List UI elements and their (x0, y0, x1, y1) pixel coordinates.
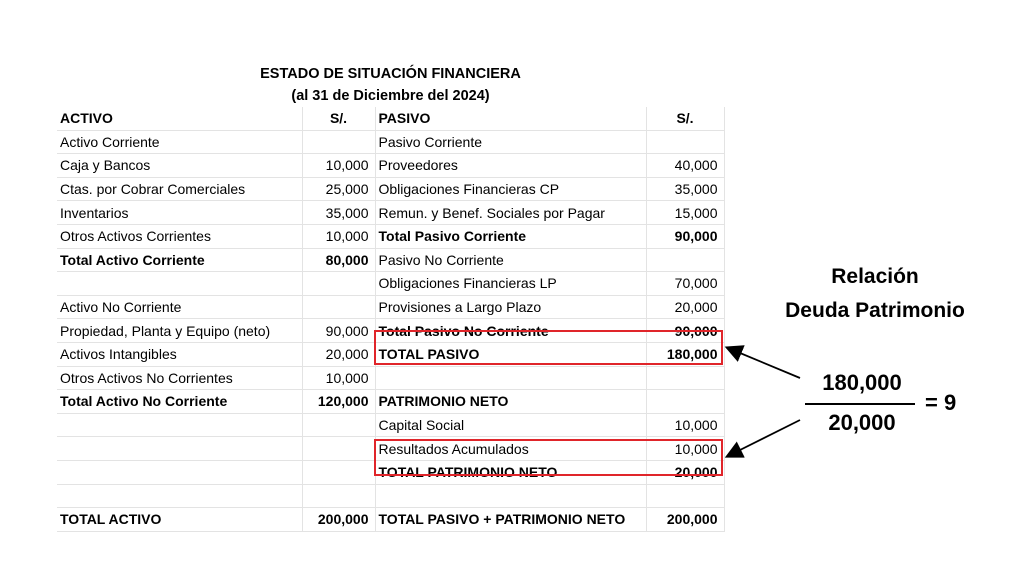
activo-label: Total Activo Corriente (57, 248, 302, 272)
activo-label: Otros Activos Corrientes (57, 224, 302, 248)
ratio-label-line2: Deuda Patrimonio (785, 299, 965, 322)
fraction-bar (805, 403, 915, 405)
pasivo-label: Pasivo No Corriente (375, 248, 646, 272)
pasivo-value: 15,000 (646, 201, 724, 225)
ratio-label-line1: Relación (831, 265, 919, 288)
activo-value: 10,000 (302, 366, 375, 390)
activo-label: Total Activo No Corriente (57, 390, 302, 414)
pasivo-label: Obligaciones Financieras LP (375, 272, 646, 296)
pasivo-label: Provisiones a Largo Plazo (375, 295, 646, 319)
activo-label: Caja y Bancos (57, 154, 302, 178)
arrow-to-total-pasivo (728, 348, 800, 378)
activo-label: Activos Intangibles (57, 342, 302, 366)
pasivo-label: TOTAL PATRIMONIO NETO (375, 460, 646, 484)
pasivo-value: 20,000 (646, 295, 724, 319)
pasivo-label: Resultados Acumulados (375, 437, 646, 461)
pasivo-label: TOTAL PASIVO (375, 342, 646, 366)
ratio-denominator: 20,000 (828, 410, 896, 435)
activo-value: 200,000 (302, 508, 375, 532)
activo-value: 120,000 (302, 390, 375, 414)
pasivo-label: Total Pasivo Corriente (375, 224, 646, 248)
header-soles-activo: S/. (302, 107, 375, 130)
pasivo-label: Remun. y Benef. Sociales por Pagar (375, 201, 646, 225)
activo-value: 35,000 (302, 201, 375, 225)
activo-value: 90,000 (302, 319, 375, 343)
header-pasivo: PASIVO (375, 107, 646, 130)
activo-label: Propiedad, Planta y Equipo (neto) (57, 319, 302, 343)
ratio-result: = 9 (925, 390, 957, 415)
pasivo-value: 180,000 (646, 342, 724, 366)
activo-label: Activo Corriente (57, 130, 302, 154)
activo-value: 80,000 (302, 248, 375, 272)
pasivo-label: PATRIMONIO NETO (375, 390, 646, 414)
arrow-to-total-patrimonio (728, 420, 800, 456)
ratio-label (740, 260, 1010, 328)
header-activo: ACTIVO (57, 107, 302, 130)
activo-value: 10,000 (302, 224, 375, 248)
pasivo-label: Pasivo Corriente (375, 130, 646, 154)
activo-value: 25,000 (302, 177, 375, 201)
pasivo-value: 90,000 (646, 224, 724, 248)
pasivo-label: Total Pasivo No Corriente (375, 319, 646, 343)
pasivo-value: 10,000 (646, 413, 724, 437)
pasivo-value: 90,000 (646, 319, 724, 343)
activo-value: 10,000 (302, 154, 375, 178)
pasivo-value: 35,000 (646, 177, 724, 201)
pasivo-value: 10,000 (646, 437, 724, 461)
activo-label: Otros Activos No Corrientes (57, 366, 302, 390)
activo-label: Ctas. por Cobrar Comerciales (57, 177, 302, 201)
header-soles-pasivo: S/. (646, 107, 724, 130)
pasivo-value: 70,000 (646, 272, 724, 296)
pasivo-label: TOTAL PASIVO + PATRIMONIO NETO (375, 508, 646, 532)
activo-value: 20,000 (302, 342, 375, 366)
pasivo-label: Obligaciones Financieras CP (375, 177, 646, 201)
statement-title: ESTADO DE SITUACIÓN FINANCIERA (260, 66, 521, 82)
ratio-numerator: 180,000 (822, 370, 902, 395)
activo-label: Inventarios (57, 201, 302, 225)
activo-label: TOTAL ACTIVO (57, 508, 302, 532)
activo-label: Activo No Corriente (57, 295, 302, 319)
pasivo-label: Proveedores (375, 154, 646, 178)
pasivo-value: 20,000 (646, 460, 724, 484)
pasivo-value: 40,000 (646, 154, 724, 178)
pasivo-value: 200,000 (646, 508, 724, 532)
statement-subtitle: (al 31 de Diciembre del 2024) (291, 88, 490, 104)
pasivo-label: Capital Social (375, 413, 646, 437)
